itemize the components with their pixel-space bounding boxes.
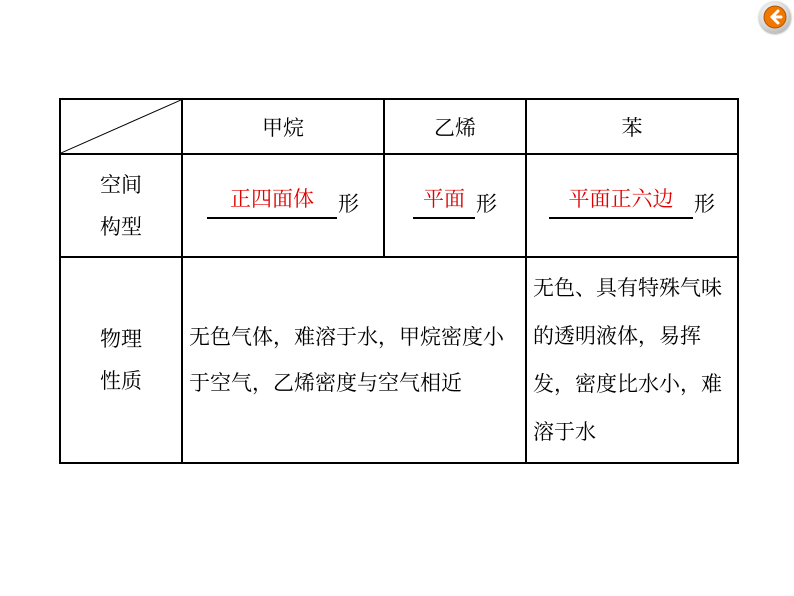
comparison-table bbox=[59, 98, 739, 464]
methane-shape-answer: 正四面体 bbox=[230, 187, 314, 211]
ethylene-shape-answer: 平面 bbox=[423, 187, 465, 211]
ethylene-shape-suffix: 形 bbox=[476, 192, 497, 216]
header-row bbox=[60, 99, 738, 154]
methane-blank bbox=[207, 187, 337, 219]
methane-shape-suffix: 形 bbox=[338, 192, 359, 216]
physical-row-label bbox=[60, 257, 182, 463]
arrow-left-icon bbox=[763, 5, 787, 29]
methane-shape-cell bbox=[182, 154, 384, 257]
physical-row bbox=[60, 257, 738, 463]
benzene-properties bbox=[526, 257, 738, 463]
benzene-shape-answer: 平面正六边 bbox=[568, 187, 674, 211]
benzene-shape-cell bbox=[526, 154, 738, 257]
benzene-blank bbox=[549, 187, 693, 219]
methane-ethylene-properties bbox=[182, 257, 526, 463]
methane-ethylene-properties-text: 无色气体，难溶于水，甲烷密度小于空气，乙烯密度与空气相近 bbox=[189, 325, 504, 395]
ethylene-blank bbox=[413, 187, 475, 219]
header-benzene: 苯 bbox=[526, 99, 738, 154]
back-button[interactable] bbox=[759, 1, 791, 33]
shape-row-label bbox=[60, 154, 182, 257]
benzene-shape-suffix: 形 bbox=[694, 192, 715, 216]
shape-row bbox=[60, 154, 738, 257]
shape-label-line2: 构型 bbox=[100, 214, 142, 239]
physical-label-line2: 性质 bbox=[100, 369, 142, 393]
shape-label-line1: 空间 bbox=[100, 172, 142, 197]
benzene-properties-text: 无色、具有特殊气味的透明液体，易挥发，密度比水小，难溶于水 bbox=[533, 276, 722, 444]
ethylene-shape-cell bbox=[384, 154, 526, 257]
header-methane: 甲烷 bbox=[182, 99, 384, 154]
diagonal-corner-cell bbox=[60, 99, 182, 154]
header-ethylene: 乙烯 bbox=[384, 99, 526, 154]
physical-label-line1: 物理 bbox=[100, 327, 142, 351]
